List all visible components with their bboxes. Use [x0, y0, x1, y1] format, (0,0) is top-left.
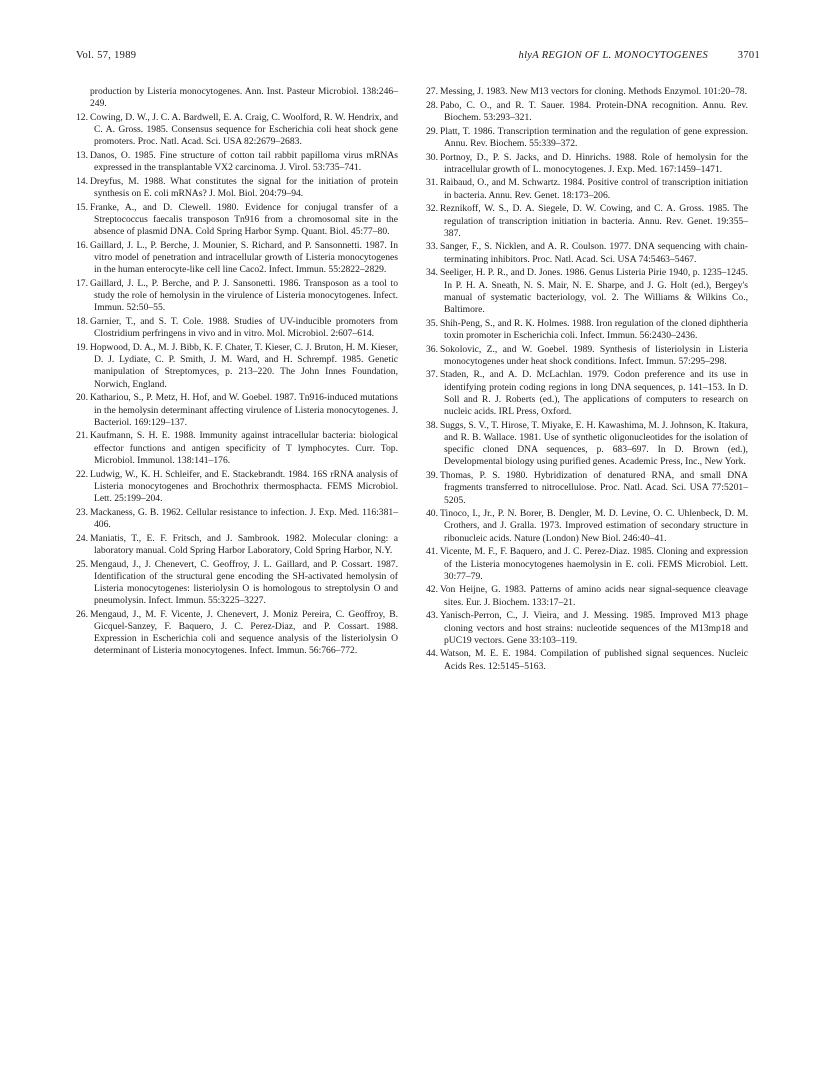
- reference-number: 37.: [426, 369, 438, 381]
- reference-item: [76, 392, 398, 429]
- reference-text: Sokolovic, Z., and W. Goebel. 1989. Synthesis of listeriolysin in Listeria monocytogenes under heat shock conditions. Infect. Immun. 57:295–298.: [440, 343, 748, 367]
- reference-number: 15.: [76, 201, 88, 213]
- reference-text: Von Heijne, G. 1983. Patterns of amino acids near signal-sequence cleavage sites. Eur. J. Biochem. 133:17–21.: [440, 584, 748, 608]
- reference-text: Ludwig, W., K. H. Schleifer, and E. Stackebrandt. 1984. 16S rRNA analysis of Listeria monocytogenes and Brochothrix thermosphacta. FEMS Microbiol. Lett. 25:199–204.: [90, 468, 398, 504]
- reference-text: Suggs, S. V., T. Hirose, T. Miyake, E. H. Kawashima, M. J. Johnson, K. Itakura, and R. B. Wallace. 1981. Use of synthetic oligonucleotides for the isolation of specific cloned DNA sequences, p. 683–697. In D. Brown (ed.), Developmental biology using purified genes. Academic Press, Inc., New York.: [440, 419, 748, 468]
- reference-item: [426, 241, 748, 265]
- reference-item: [76, 240, 398, 277]
- reference-item: [426, 610, 748, 647]
- references-right-column: [426, 86, 748, 674]
- reference-item: [76, 278, 398, 315]
- reference-number: 42.: [426, 584, 438, 596]
- reference-number: 32.: [426, 203, 438, 215]
- reference-number: 41.: [426, 546, 438, 558]
- reference-text: Messing, J. 1983. New M13 vectors for cloning. Methods Enzymol. 101:20–78.: [440, 86, 747, 97]
- reference-text: Gaillard, J. L., P. Berche, J. Mounier, S. Richard, and P. Sansonnetti. 1987. In vitro model of penetration and intracellular growth of Listeria monocytogenes in the human enterocyte-like cell line Caco2. Infect. Immun. 55:2822–2829.: [90, 239, 398, 276]
- reference-number: 27.: [426, 86, 438, 97]
- reference-number: 13.: [76, 150, 88, 162]
- reference-text: Garnier, T., and S. T. Cole. 1988. Studies of UV-inducible promoters from Clostridium perfringens in vivo and in vitro. Mol. Microbiol. 2:607–614.: [90, 316, 398, 340]
- reference-item: [426, 470, 748, 507]
- reference-text: Dreyfus, M. 1988. What constitutes the signal for the initiation of protein synthesis on E. coli mRNAs? J. Mol. Biol. 204:79–94.: [90, 175, 398, 200]
- reference-item: [76, 469, 398, 506]
- reference-item: [76, 342, 398, 391]
- reference-number: 12.: [76, 111, 88, 123]
- reference-item: [426, 546, 748, 583]
- reference-number: 18.: [76, 316, 88, 328]
- reference-text: Kathariou, S., P. Metz, H. Hof, and W. Goebel. 1987. Tn916-induced mutations in the hemolysin determinant affecting virulence of Listeria monocytogenes. J. Bacteriol. 169:129–137.: [90, 392, 398, 428]
- reference-item: [426, 508, 748, 545]
- volume-label: Vol. 57, 1989: [76, 50, 137, 61]
- reference-text: Watson, M. E. E. 1984. Compilation of published signal sequences. Nucleic Acids Res. 12:5145–5163.: [440, 648, 748, 672]
- reference-item: [76, 533, 398, 557]
- reference-number: 43.: [426, 610, 438, 622]
- reference-item: [426, 126, 748, 150]
- reference-number: 22.: [76, 468, 88, 480]
- reference-item: [426, 420, 748, 469]
- reference-text: Danos, O. 1985. Fine structure of cotton tail rabbit papilloma virus mRNAs expressed in the transplantable VX2 carcinoma. J. Virol. 53:735–741.: [90, 150, 398, 174]
- reference-item: [76, 112, 398, 149]
- reference-item: [426, 318, 748, 342]
- reference-item: [426, 152, 748, 176]
- reference-number: 20.: [76, 392, 88, 404]
- reference-text: Raibaud, O., and M. Schwartz. 1984. Positive control of transcription initiation in bacteria. Annu. Rev. Genet. 18:173–206.: [440, 177, 748, 201]
- reference-item: [426, 267, 748, 316]
- reference-item: [426, 648, 748, 672]
- reference-item: [76, 202, 398, 239]
- reference-number: 36.: [426, 343, 438, 355]
- reference-number: 39.: [426, 470, 438, 482]
- reference-item: [426, 177, 748, 201]
- reference-text: Hopwood, D. A., M. J. Bibb, K. F. Chater, T. Kieser, C. J. Bruton, H. M. Kieser, D. J. Lydiate, C. P. Smith, J. M. Ward, and H. Schrempf. 1985. Genetic manipulation of Streptomyces, p. 213–220. The John Innes Foundation, Norwich, England.: [90, 342, 398, 390]
- reference-number: 28.: [426, 99, 438, 111]
- reference-text: Shih-Peng, S., and R. K. Holmes. 1988. Iron regulation of the cloned diphtheria toxin promoter in Escherichia coli. Infect. Immun. 56:2430–2436.: [440, 317, 748, 341]
- reference-text: Thomas, P. S. 1980. Hybridization of denatured RNA, and small DNA fragments transferred to nitrocellulose. Proc. Natl. Acad. Sci. USA 77:5201–5205.: [440, 470, 748, 506]
- reference-item: [76, 150, 398, 174]
- reference-number: 44.: [426, 648, 438, 660]
- reference-text: Portnoy, D., P. S. Jacks, and D. Hinrichs. 1988. Role of hemolysin for the intracellular growth of L. monocytogenes. J. Exp. Med. 167:1459–1471.: [440, 151, 748, 175]
- reference-item: [76, 86, 398, 110]
- reference-number: 19.: [76, 342, 88, 354]
- reference-item: [426, 584, 748, 608]
- reference-item: [76, 559, 398, 608]
- reference-text: Yanisch-Perron, C., J. Vieira, and J. Messing. 1985. Improved M13 phage cloning vectors and host strains: nucleotide sequences of the M13mp18 and pUC19 vectors. Gene 33:103–119.: [440, 610, 748, 646]
- reference-number: 29.: [426, 125, 438, 137]
- reference-number: 24.: [76, 532, 88, 544]
- reference-text: Reznikoff, W. S., D. A. Siegele, D. W. Cowing, and C. A. Gross. 1985. The regulation of transcription initiation in bacteria. Annu. Rev. Genet. 19:355–387.: [440, 203, 748, 239]
- reference-item: [426, 369, 748, 418]
- reference-item: [76, 430, 398, 467]
- reference-item: [426, 100, 748, 124]
- reference-text: Vicente, M. F., F. Baquero, and J. C. Perez-Diaz. 1985. Cloning and expression of the Listeria monocytogenes haemolysin in E. coli. FEMS Microbiol. Lett. 30:77–79.: [440, 546, 748, 582]
- reference-number: 23.: [76, 506, 88, 518]
- reference-number: 21.: [76, 430, 88, 442]
- reference-text: Kaufmann, S. H. E. 1988. Immunity against intracellular bacteria: biological effector functions and antigen specificity of T lymphocytes. Curr. Top. Microbiol. Immunol. 138:141–176.: [90, 430, 398, 466]
- reference-text: Mackaness, G. B. 1962. Cellular resistance to infection. J. Exp. Med. 116:381–406.: [90, 506, 398, 530]
- references-left-column: [76, 86, 398, 659]
- reference-number: 26.: [76, 608, 88, 620]
- running-title: hlyA REGION OF L. MONOCYTOGENES: [518, 50, 708, 61]
- reference-text: Seeliger, H. P. R., and D. Jones. 1986. Genus Listeria Pirie 1940, p. 1235–1245. In P. H. A. Sneath, N. S. Mair, N. E. Sharpe, and J. G. Holt (ed.), Bergey's manual of systematic bacteriology, vol. 2. The Williams & Wilkins Co., Baltimore.: [440, 267, 748, 315]
- reference-number: 35.: [426, 317, 438, 329]
- reference-text: Gaillard, J. L., P. Berche, and P. J. Sansonetti. 1986. Transposon as a tool to study the role of hemolysin in the virulence of Listeria monocytogenes. Infect. Immun. 52:50–55.: [90, 278, 398, 314]
- reference-item: [426, 86, 748, 98]
- reference-text: Sanger, F., S. Nicklen, and A. R. Coulson. 1977. DNA sequencing with chain-terminating inhibitors. Proc. Natl. Acad. Sci. USA 74:5463–5467.: [440, 241, 748, 265]
- reference-number: 14.: [76, 175, 88, 187]
- reference-number: 33.: [426, 241, 438, 253]
- reference-text: Tinoco, I., Jr., P. N. Borer, B. Dengler, M. D. Levine, O. C. Uhlenbeck, D. M. Crothers, and J. Gralla. 1973. Improved estimation of secondary structure in ribonucleic acids. Nature (London) New Biol. 246:40–41.: [440, 508, 748, 544]
- reference-item: [426, 203, 748, 240]
- reference-text: Mengaud, J., M. F. Vicente, J. Chenevert, J. Moniz Pereira, C. Geoffroy, B. Gicquel-Sanzey, F. Baquero, J. C. Perez-Diaz, and P. Cossart. 1988. Expression in Escherichia coli and sequence analysis of the listeriolysin O determinant of Listeria monocytogenes. Infect. Immun. 56:766–772.: [90, 608, 398, 657]
- reference-number: 31.: [426, 177, 438, 189]
- reference-item: [76, 176, 398, 200]
- reference-item: [76, 507, 398, 531]
- reference-number: 25.: [76, 558, 88, 570]
- reference-number: 30.: [426, 151, 438, 163]
- page-header: [76, 50, 760, 66]
- reference-number: 34.: [426, 267, 438, 279]
- reference-item: [76, 609, 398, 658]
- reference-number: 17.: [76, 278, 88, 290]
- reference-text: Platt, T. 1986. Transcription termination and the regulation of gene expression. Annu. Rev. Biochem. 55:339–372.: [440, 125, 748, 149]
- reference-number: 38.: [426, 419, 438, 431]
- reference-text: Mengaud, J., J. Chenevert, C. Geoffroy, J. L. Gaillard, and P. Cossart. 1987. Identification of the structural gene encoding the SH-activated hemolysin of Listeria monocytogenes: listeriolysin O is homologous to streptolysin O and pneumolysin. Infect. Immun. 55:3225–3227.: [90, 558, 398, 607]
- reference-number: 16.: [76, 239, 88, 251]
- reference-text: Staden, R., and A. D. McLachlan. 1979. Codon preference and its use in identifying protein coding regions in long DNA sequences, p. 141–153. In D. Soll and R. J. Roberts (ed.), The applications of computers to research on nucleic acids. IRL Press, Oxford.: [440, 369, 748, 418]
- page-number: 3701: [737, 50, 760, 61]
- reference-item: [426, 344, 748, 368]
- reference-item: [76, 316, 398, 340]
- reference-text: Cowing, D. W., J. C. A. Bardwell, E. A. Craig, C. Woolford, R. W. Hendrix, and C. A. Gross. 1985. Consensus sequence for Escherichia coli heat shock gene promoters. Proc. Natl. Acad. Sci. USA 82:2679–2683.: [90, 111, 398, 148]
- reference-text: Franke, A., and D. Clewell. 1980. Evidence for conjugal transfer of a Streptococcus faecalis transposon Tn916 from a chromosomal site in the absence of plasmid DNA. Cold Spring Harbor Symp. Quant. Biol. 45:77–80.: [90, 201, 398, 238]
- reference-text: production by Listeria monocytogenes. Ann. Inst. Pasteur Microbiol. 138:246–249.: [90, 86, 398, 110]
- reference-text: Pabo, C. O., and R. T. Sauer. 1984. Protein-DNA recognition. Annu. Rev. Biochem. 53:293–321.: [440, 99, 748, 123]
- reference-number: 40.: [426, 508, 438, 520]
- reference-text: Maniatis, T., E. F. Fritsch, and J. Sambrook. 1982. Molecular cloning: a laboratory manual. Cold Spring Harbor Laboratory, Cold Spring Harbor, N.Y.: [90, 532, 398, 556]
